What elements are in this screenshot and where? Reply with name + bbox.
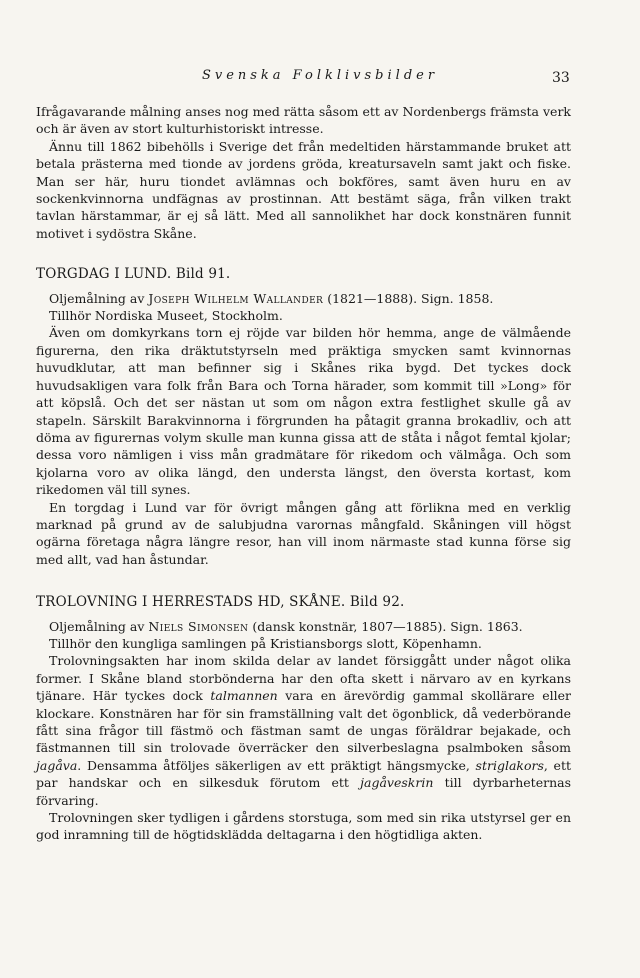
section-bild-ref: Bild 92. — [349, 594, 405, 611]
italic-term: jagåva — [36, 757, 78, 773]
section-meta-artist — [36, 618, 571, 635]
running-head: Svenska Folklivsbilder — [201, 68, 439, 83]
section2-paragraph-1 — [36, 652, 571, 809]
meta-dates: (1821—1888). Sign. 1858. — [327, 290, 494, 306]
text-run: Trolovningsakten har inom skilda delar av landet försiggått under något olika former. I Skåne bland storbönderna har den ofta skett i närvaro av en kyrkans tjänare. Här tyckes dock — [36, 653, 571, 704]
section-meta-owner: Tillhör den kungliga samlingen på Kristiansborgs slott, Köpenhamn. — [49, 635, 482, 651]
artist-name: Joseph Wilhelm Wallander — [148, 290, 324, 306]
text-run: . Densamma åtföljes säkerligen av ett präktigt hängsmycke, — [77, 757, 470, 773]
section-title-text: TROLOVNING I HERRESTADS HD, SKÅNE. — [36, 594, 346, 611]
italic-term: talmannen — [210, 688, 278, 704]
section-meta-artist — [36, 290, 571, 307]
section2-paragraph-2: Trolovningen sker tydligen i gårdens storstuga, som med sin rika utstyrsel ger en god inramning till de högtidsklädda deltagarna i den högtidliga akten. — [36, 810, 571, 843]
section-heading-trolovning — [36, 594, 571, 611]
section1-paragraph-2: En torgdag i Lund var för övrigt mången gång att förlikna med en verklig marknad på grund av de salubjudna varornas mångfald. Skåningen vill högst ogärna företaga några längre resor, han vill inom närmaste stad kunna förse sig med allt, vad han åstundar. — [36, 499, 571, 567]
section-title-text: TORGDAG I LUND. — [36, 266, 172, 283]
page-number: 33 — [552, 70, 570, 86]
text-run: , ett par handskar och en silkesduk förutom ett — [36, 757, 571, 791]
page-content — [36, 103, 571, 844]
italic-term: striglakors — [475, 757, 544, 773]
italic-term: jagåveskrin — [360, 775, 434, 791]
intro-paragraph-2: Ännu till 1862 bibehölls i Sverige det från medeltiden härstammande bruket att betala prästerna med tionde av jordens gröda, kreatursaveln samt jakt och fiske. Man ser här, huru tiondet avlämnas och bokföres, samt även huru en av sockenkvinnorna undfägnas av prostinnan. Att bestämt säga, från vilken trakt tavlan härstammar, är ej så lätt. Med all sannolikhet har dock konstnären funnit motivet i sydöstra Skåne. — [36, 138, 571, 241]
meta-dates: (dansk konstnär, 1807—1885). Sign. 1863. — [252, 618, 523, 634]
section-meta-owner: Tillhör Nordiska Museet, Stockholm. — [49, 308, 283, 324]
artist-name: Niels Simonsen — [148, 618, 249, 634]
intro-paragraph-1: Ifrågavarande målning anses nog med rätta såsom ett av Nordenbergs främsta verk och är även av stort kulturhistoriskt intresse. — [36, 104, 571, 137]
meta-prefix: Oljemålning av — [49, 618, 145, 634]
section1-paragraph-1: Även om domkyrkans torn ej röjde var bilden hör hemma, ange de välmående figurerna, den rika dräktutstyrseln med präktiga smycken samt kvinnornas huvudklutar, att man befinner sig i Skånes rika bygd. Det tyckes dock huvudsakligen vara folk från Bara och Torna härader, som kommit till »Long» för att köpslå. Och det ser nästan ut som om någon extra festlighet skulle gå av stapeln. Särskilt Barakvinnorna i förgrunden ha påtagit granna brokadliv, och att döma av figurernas volym skulle man kunna gissa att de ståta i något femtal kjolar; dessa voro nämligen i viss mån gradmätare för rikedom och välmåga. Och som kjolarna voro av olika längd, den understa längst, den översta kortast, kom rikedomen väl till synes. — [36, 325, 571, 498]
text-run: vara en ärevördig gammal skollärare eller klockare. Konstnären har för sin framställning valt det ögonblick, då vederbörande fått sina frågor till fästmö och fästman samt de ungas föräldrar bejakade, och fästmannen till sin trolovade överräcker den silverbeslagna psalmboken såsom — [36, 688, 571, 756]
text-run: till dyrbarheternas förvaring. — [36, 775, 571, 808]
meta-prefix: Oljemålning av — [49, 290, 145, 306]
section-heading-torgdag — [36, 266, 571, 283]
section-bild-ref: Bild 91. — [175, 266, 231, 283]
